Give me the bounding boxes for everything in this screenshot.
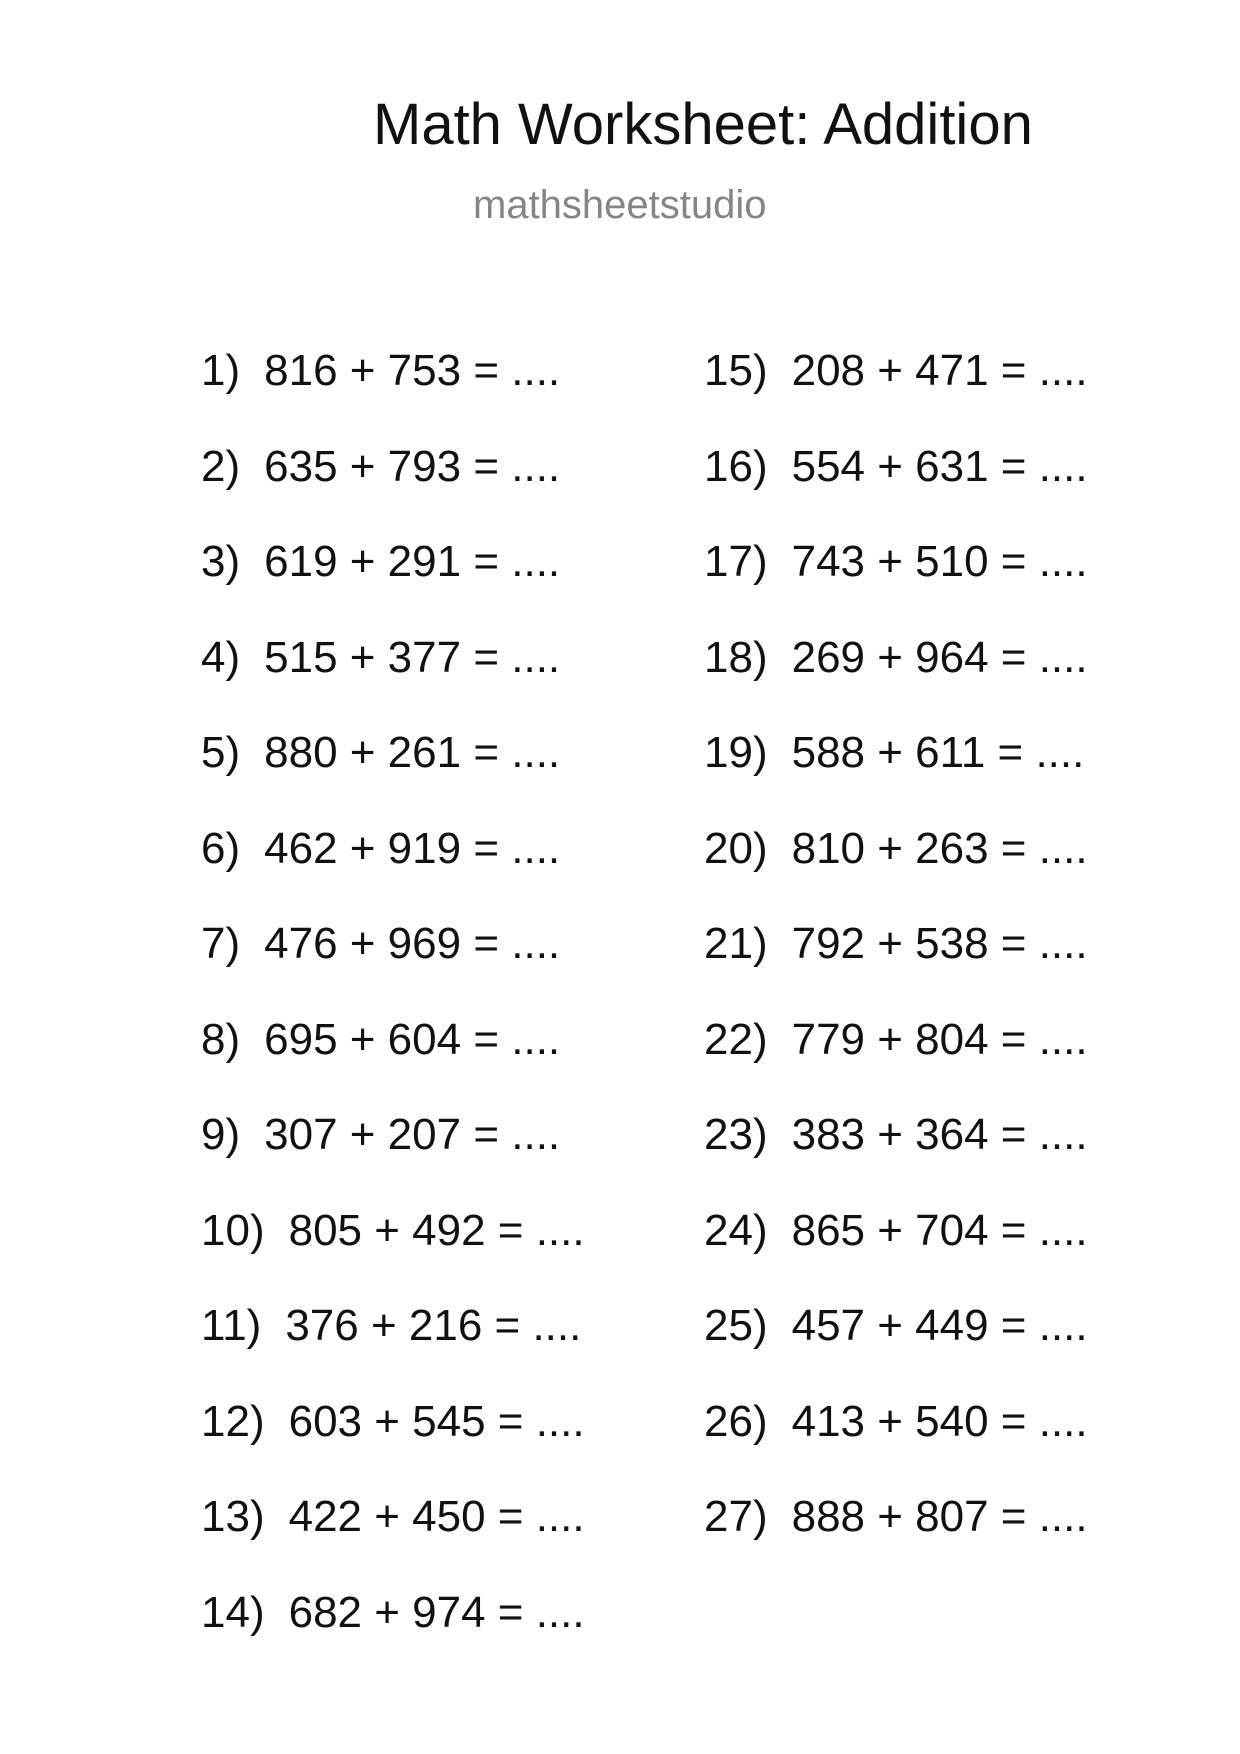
- problem-item: [704, 346, 1088, 445]
- problem-item: [201, 346, 585, 445]
- problem-number: 23): [704, 1110, 768, 1159]
- problem-expression: 422 + 450 = ....: [288, 1492, 585, 1541]
- problem-item: [201, 1587, 585, 1687]
- problem-number: 4): [201, 632, 241, 682]
- problem-number: 8): [201, 1014, 241, 1064]
- problem-expression: 682 + 974 = ....: [288, 1587, 585, 1637]
- problem-number: 12): [201, 1396, 265, 1446]
- problem-number: 5): [201, 728, 241, 777]
- problem-column-right: [704, 346, 1088, 1591]
- problem-expression: 413 + 540 = ....: [791, 1396, 1088, 1446]
- problem-number: 26): [704, 1396, 768, 1446]
- problem-item: [201, 1492, 585, 1591]
- problem-number: 7): [201, 919, 241, 968]
- problem-column-left: [201, 346, 585, 1686]
- problem-item: [201, 537, 585, 636]
- problem-item: [201, 1396, 585, 1496]
- problem-item: [201, 728, 585, 827]
- problem-number: 1): [201, 346, 241, 395]
- problem-expression: 383 + 364 = ....: [791, 1110, 1088, 1159]
- problem-item: [201, 632, 585, 732]
- problem-item: [704, 823, 1088, 923]
- problem-expression: 810 + 263 = ....: [791, 823, 1088, 873]
- problem-expression: 307 + 207 = ....: [264, 1110, 561, 1159]
- problem-expression: 805 + 492 = ....: [288, 1205, 585, 1255]
- problem-item: [704, 919, 1088, 1018]
- problem-item: [704, 441, 1088, 541]
- problem-number: 16): [704, 441, 768, 491]
- problem-expression: 462 + 919 = ....: [264, 823, 561, 873]
- problem-number: 22): [704, 1014, 768, 1064]
- problem-expression: 476 + 969 = ....: [264, 919, 561, 968]
- problem-number: 24): [704, 1205, 768, 1255]
- problem-number: 14): [201, 1587, 265, 1637]
- problem-expression: 457 + 449 = ....: [791, 1301, 1088, 1350]
- problem-item: [201, 823, 585, 923]
- problem-expression: 619 + 291 = ....: [264, 537, 561, 586]
- problem-number: 17): [704, 537, 768, 586]
- problem-expression: 880 + 261 = ....: [264, 728, 561, 777]
- problem-expression: 792 + 538 = ....: [791, 919, 1088, 968]
- problem-number: 18): [704, 632, 768, 682]
- problem-item: [704, 1396, 1088, 1496]
- problem-item: [704, 728, 1088, 827]
- problem-expression: 588 + 611 = ....: [791, 728, 1085, 777]
- problem-number: 21): [704, 919, 768, 968]
- problem-expression: 743 + 510 = ....: [791, 537, 1088, 586]
- problem-item: [201, 1205, 585, 1305]
- problem-expression: 603 + 545 = ....: [288, 1396, 585, 1446]
- problem-item: [704, 537, 1088, 636]
- problem-number: 15): [704, 346, 768, 395]
- problem-item: [201, 919, 585, 1018]
- problem-expression: 695 + 604 = ....: [264, 1014, 561, 1064]
- problem-item: [201, 1110, 585, 1209]
- problem-number: 13): [201, 1492, 265, 1541]
- problem-expression: 554 + 631 = ....: [791, 441, 1088, 491]
- problem-number: 2): [201, 441, 241, 491]
- problem-expression: 779 + 804 = ....: [791, 1014, 1088, 1064]
- problem-number: 9): [201, 1110, 241, 1159]
- problem-expression: 865 + 704 = ....: [791, 1205, 1088, 1255]
- problem-item: [704, 1205, 1088, 1305]
- problem-item: [201, 441, 585, 541]
- problem-number: 19): [704, 728, 768, 777]
- problem-number: 25): [704, 1301, 768, 1350]
- worksheet-title: Math Worksheet: Addition: [373, 92, 1033, 157]
- problem-item: [704, 1492, 1088, 1591]
- problem-expression: 888 + 807 = ....: [791, 1492, 1088, 1541]
- problem-item: [704, 1110, 1088, 1209]
- problem-item: [201, 1014, 585, 1114]
- problem-number: 27): [704, 1492, 768, 1541]
- problem-expression: 515 + 377 = ....: [264, 632, 561, 682]
- problem-item: [704, 1301, 1088, 1400]
- problem-expression: 635 + 793 = ....: [264, 441, 561, 491]
- problem-expression: 816 + 753 = ....: [264, 346, 561, 395]
- problem-number: 10): [201, 1205, 265, 1255]
- problem-number: 3): [201, 537, 241, 586]
- problem-item: [201, 1301, 585, 1400]
- problem-item: [704, 1014, 1088, 1114]
- problem-number: 6): [201, 823, 241, 873]
- problem-number: 11): [201, 1301, 262, 1350]
- problem-expression: 208 + 471 = ....: [791, 346, 1088, 395]
- problem-number: 20): [704, 823, 768, 873]
- problem-item: [704, 632, 1088, 732]
- problem-expression: 376 + 216 = ....: [285, 1301, 582, 1350]
- problem-expression: 269 + 964 = ....: [791, 632, 1088, 682]
- worksheet-subtitle: mathsheetstudio: [473, 183, 767, 227]
